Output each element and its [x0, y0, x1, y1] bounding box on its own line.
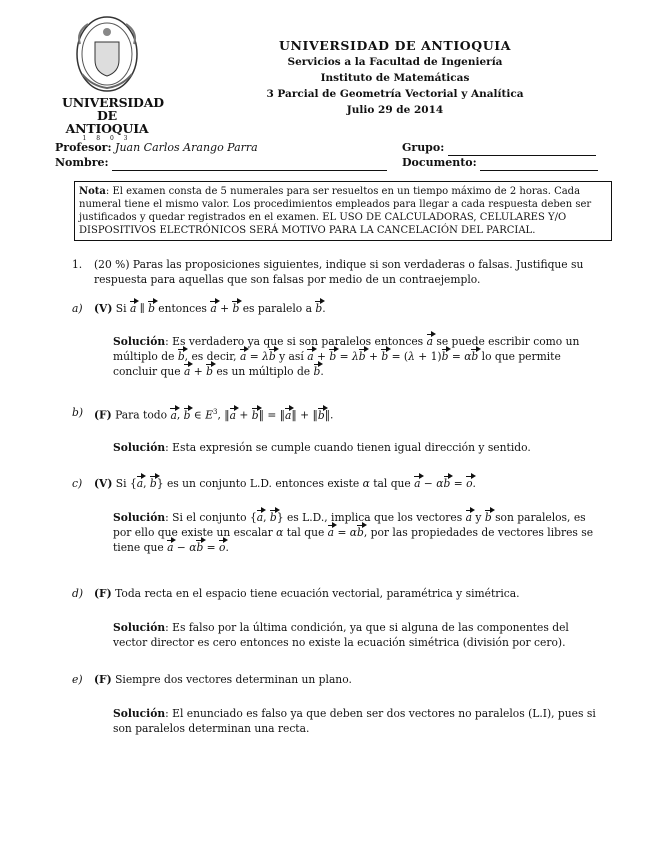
university-logo [62, 14, 164, 142]
header-institute: Instituto de Matemáticas [320, 72, 470, 84]
item-e-statement: Siempre dos vectores determinan un plano. [115, 673, 352, 686]
university-title: UNIVERSIDAD DE ANTIOQUIA [278, 38, 511, 53]
item-a: a) (V) Si a ∥ b entonces a + b es paralelo a b. [72, 302, 326, 315]
item-b-solution [113, 440, 603, 455]
item-a-solution: Solución: Es verdadero ya que si son paralelos entonces a se puede escribir como un múltiplo de b, es decir, a = λb y así a + b = λb + b = (λ + 1)b = αb lo que permite concluir que a + b es un múltiplo de b. [113, 335, 580, 378]
item-c: c) (V) Si {a, b} es un conjunto L.D. entonces existe α tal que a − αb = o. [72, 477, 476, 490]
exam-header [230, 38, 560, 118]
item-d-sol-text: : Es falso por la última condición, ya que si alguna de las componentes del vector director es cero entonces no existe la ecuación simétrica (división por cero). [113, 621, 569, 649]
item-e-solution [113, 706, 603, 736]
item-e-sol-text: : El enunciado es falso ya que deben ser dos vectores no paralelos (L.I), pues si son paralelos determinan una recta. [113, 707, 596, 735]
grupo-label: Grupo: [402, 141, 445, 154]
grupo-row [402, 140, 596, 156]
profesor-row [55, 140, 258, 155]
header-exam-name: 3 Parcial de Geometría Vectorial y Analítica [266, 88, 524, 100]
item-b-sol-text: : Esta expresión se cumple cuando tienen igual dirección y sentido. [165, 441, 531, 454]
header-faculty: Servicios a la Facultad de Ingeniería [287, 56, 503, 68]
university-seal-icon [62, 14, 152, 96]
item-d [72, 586, 610, 601]
item-e-sol-label: Solución [113, 707, 166, 720]
documento-row [402, 155, 598, 171]
item-a-truth: (V) [94, 302, 113, 315]
documento-label: Documento: [402, 156, 477, 169]
question-number: 1. [72, 258, 83, 271]
grupo-field[interactable] [448, 140, 596, 156]
item-d-solution [113, 620, 603, 650]
item-e-marker: e) [72, 673, 83, 686]
item-d-sol-label: Solución [113, 621, 166, 634]
profesor-label: Profesor: [55, 141, 112, 154]
note-label: Nota [79, 186, 106, 197]
logo-text-line2: DE ANTIOQUIA [65, 108, 149, 136]
question-statement: (20 %) Paras las proposiciones siguientes, indique si son verdaderas o falsas. Justifique su respuesta para aquellas que son falsas por medio de un contraejemplo. [94, 258, 584, 286]
logo-year: 1 8 0 3 [82, 135, 132, 142]
item-b-truth: (F) [94, 408, 112, 422]
exam-note-box [74, 181, 612, 241]
item-a-sol-label: Solución [113, 335, 166, 348]
nombre-row [55, 155, 387, 171]
note-text: : El examen consta de 5 numerales para ser resueltos en un tiempo máximo de 2 horas. Cada numeral tiene el mismo valor. Los procedimientos empleados para llegar a cada respuesta deben ser justificados y quedar registrados en el examen. EL USO DE CALCULADORAS, CELULARES Y/O DISPOSITIVOS ELECTRÓNICOS SERÁ MOTIVO PARA LA CANCELACIÓN DEL PARCIAL. [79, 186, 592, 236]
item-e-truth: (F) [94, 673, 112, 686]
item-c-marker: c) [72, 477, 83, 490]
nombre-label: Nombre: [55, 156, 109, 169]
item-b: b) (F) Para todo a, b ∈ $E^3$, ‖a + b‖ = ‖a‖ + ‖b‖. [72, 406, 334, 422]
logo-text-line1: UNIVERSIDAD [62, 95, 164, 110]
item-c-sol-label: Solución [113, 511, 166, 524]
item-d-marker: d) [72, 587, 84, 600]
nombre-field[interactable] [112, 155, 387, 171]
item-b-marker: b) [72, 406, 84, 419]
profesor-value: Juan Carlos Arango Parra [115, 141, 258, 154]
item-b-sol-label: Solución [113, 441, 166, 454]
item-a-marker: a) [72, 302, 83, 315]
item-e [72, 672, 610, 687]
item-d-statement: Toda recta en el espacio tiene ecuación vectorial, paramétrica y simétrica. [115, 587, 520, 600]
item-c-solution: Solución: Si el conjunto {a, b} es L.D., implica que los vectores a y b son paralelos, es por ello que existe un escalar α tal que a = αb, por las propiedades de vectores libres se tiene que a − αb = o. [113, 511, 594, 554]
item-d-truth: (F) [94, 587, 112, 600]
documento-field[interactable] [480, 155, 598, 171]
item-c-truth: (V) [94, 477, 113, 490]
header-date: Julio 29 de 2014 [346, 104, 444, 116]
